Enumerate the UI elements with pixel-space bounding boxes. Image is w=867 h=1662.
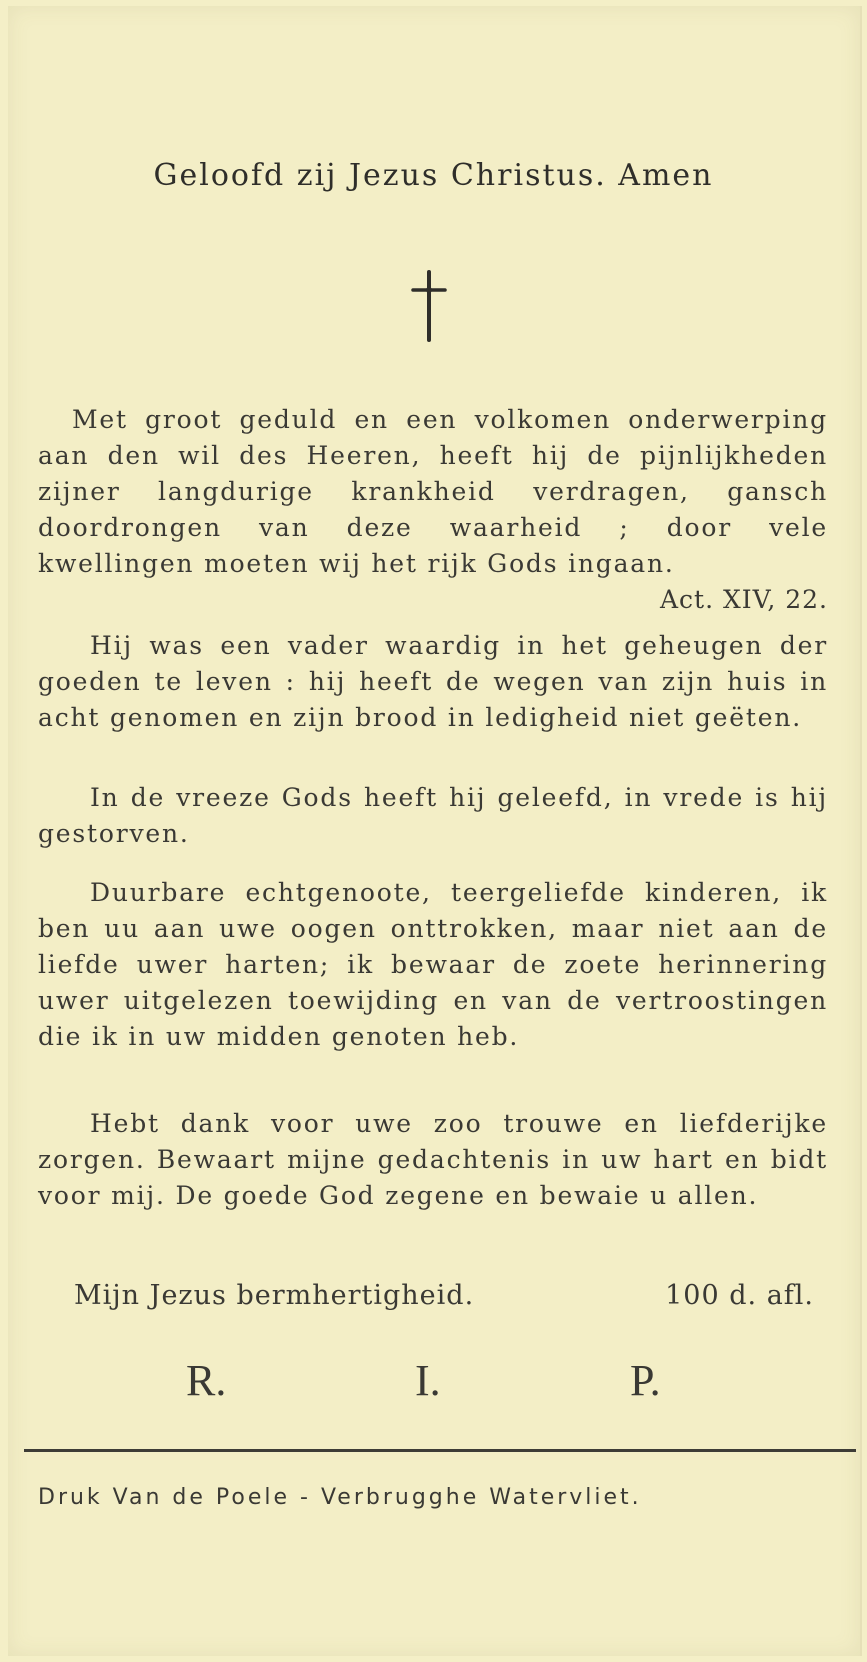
paragraph-text: Duurbare echtgenoote, teergeliefde kinderen, ik ben uu aan uwe oogen onttrokken, maar niet aan de liefde uwer harten; ik bewaar de zoete herinnering uwer uitgelezen toewijding en van de vertroostingen die ik in uw midden genoten heb. — [38, 878, 828, 1051]
printer-imprint: Druk Van de Poele - Verbrugghe Watervliet. — [38, 1485, 642, 1510]
paragraph-thanks — [38, 1106, 828, 1228]
paragraph-fear-of-god — [38, 780, 828, 866]
rip-letter-i: I. — [415, 1356, 441, 1405]
paragraph-text: In de vreeze Gods heeft hij geleefd, in vrede is hij gestorven. — [38, 783, 828, 848]
paragraph-text: Hij was een vader waardig in het geheugen der goeden te leven : hij heeft de wegen van zijn huis in acht genomen en zijn brood in ledigheid niet geëten. — [38, 631, 828, 732]
paragraph-patience — [38, 402, 828, 618]
indulgence-note: 100 d. afl. — [665, 1280, 814, 1311]
paragraph-father — [38, 628, 828, 750]
rip-letter-p: P. — [630, 1356, 661, 1405]
divider-rule — [24, 1449, 856, 1452]
rip-letter-r: R. — [186, 1356, 227, 1405]
paragraph-text: Hebt dank voor uwe zoo trouwe en liefderijke zorgen. Bewaart mijne gedachtenis in uw hart en bidt voor mij. De goede God zegene en bewaie u allen. — [38, 1109, 828, 1210]
paragraph-family-farewell — [38, 875, 828, 1069]
closing-prayer: Mijn Jezus bermhertigheid. — [74, 1280, 475, 1311]
card-heading: Geloofd zij Jezus Christus. Amen — [153, 158, 714, 193]
latin-cross-icon — [410, 270, 448, 342]
paragraph-text: Met groot geduld en een volkomen onderwerping aan den wil des Heeren, heeft hij de pijnlijkheden zijner langdurige krankheid verdragen, gansch doordrongen van deze waarheid ; door vele kwellingen moeten wij het rijk Gods ingaan. — [38, 405, 828, 578]
closing-line — [74, 1280, 814, 1311]
bible-reference: Act. XIV, 22. — [659, 585, 828, 614]
